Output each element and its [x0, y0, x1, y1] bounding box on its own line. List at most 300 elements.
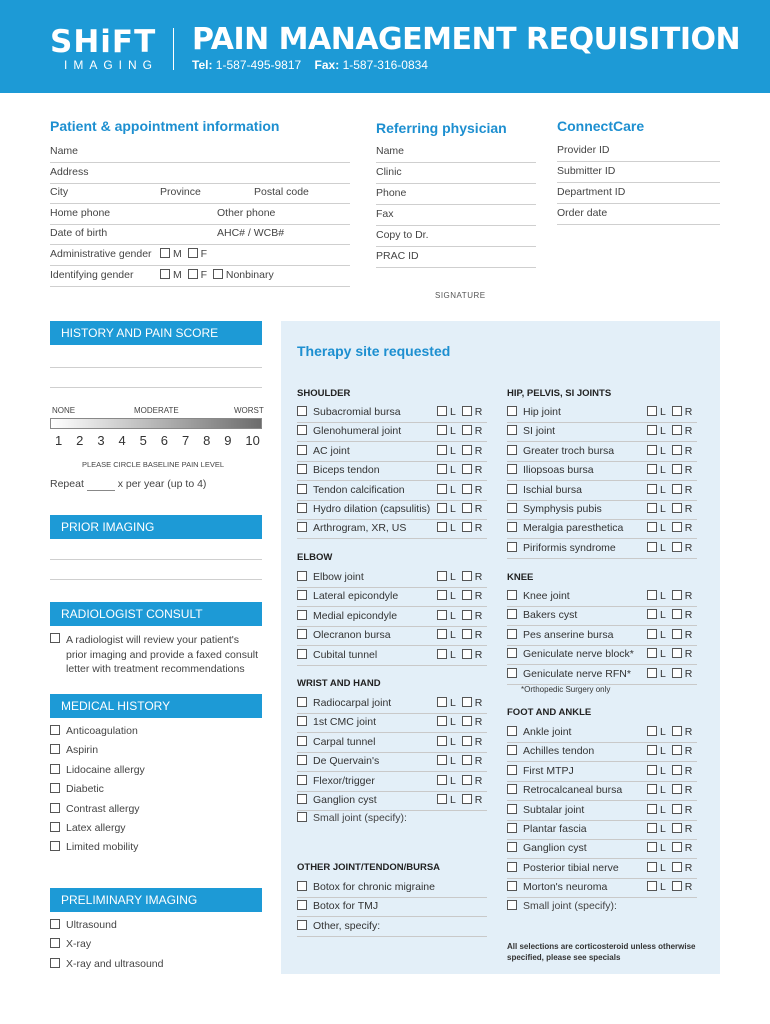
item-label: Elbow joint [313, 571, 364, 583]
physician-field[interactable] [376, 142, 536, 163]
medical-history-checkbox[interactable] [50, 725, 60, 735]
right-checkbox[interactable] [672, 464, 682, 474]
therapy-item[interactable] [507, 540, 697, 559]
pain-score-6[interactable]: 6 [160, 433, 169, 448]
laterality [647, 782, 692, 798]
right-label: R [474, 794, 483, 806]
pain-score-2[interactable]: 2 [76, 433, 84, 448]
id-gender-m-checkbox[interactable] [160, 269, 170, 279]
field-label: Clinic [376, 166, 402, 178]
left-checkbox[interactable] [647, 425, 657, 435]
right-label: R [474, 571, 483, 583]
therapy-item[interactable] [507, 840, 697, 859]
laterality [647, 821, 692, 837]
right-checkbox[interactable] [672, 765, 682, 775]
left-checkbox[interactable] [647, 842, 657, 852]
right-checkbox[interactable] [462, 610, 472, 620]
radiologist-checkbox[interactable] [50, 633, 60, 643]
therapy-checkbox[interactable] [297, 794, 307, 804]
therapy-item[interactable] [507, 520, 697, 539]
field-label: PRAC ID [376, 250, 419, 262]
therapy-item[interactable] [297, 918, 487, 937]
left-checkbox[interactable] [437, 445, 447, 455]
right-checkbox[interactable] [462, 736, 472, 746]
left-checkbox[interactable] [437, 484, 447, 494]
left-checkbox[interactable] [647, 609, 657, 619]
left-checkbox[interactable] [437, 716, 447, 726]
field-label: Identifying gender [50, 269, 134, 281]
option-label: F [200, 269, 208, 281]
physician-field[interactable] [376, 205, 536, 226]
right-checkbox[interactable] [462, 697, 472, 707]
header-banner [0, 0, 770, 93]
right-checkbox[interactable] [462, 649, 472, 659]
therapy-checkbox[interactable] [297, 610, 307, 620]
right-checkbox[interactable] [462, 590, 472, 600]
therapy-item[interactable] [297, 773, 487, 792]
right-checkbox[interactable] [672, 842, 682, 852]
left-checkbox[interactable] [647, 464, 657, 474]
option-label: Limited mobility [66, 841, 139, 854]
therapy-item[interactable] [297, 520, 487, 539]
right-checkbox[interactable] [672, 484, 682, 494]
pain-score-5[interactable]: 5 [139, 433, 147, 448]
preliminary-imaging-checkbox[interactable] [50, 938, 60, 948]
therapy-checkbox[interactable] [297, 464, 307, 474]
left-checkbox[interactable] [647, 804, 657, 814]
therapy-item[interactable] [507, 443, 697, 462]
right-checkbox[interactable] [672, 784, 682, 794]
preliminary-imaging-option[interactable] [50, 958, 163, 970]
left-checkbox[interactable] [437, 610, 447, 620]
medical-history-option[interactable] [50, 822, 126, 834]
medical-history-option[interactable] [50, 725, 138, 737]
small-joint-checkbox[interactable] [297, 812, 307, 822]
medical-history-option[interactable] [50, 783, 104, 795]
right-checkbox[interactable] [672, 629, 682, 639]
right-label: R [474, 648, 483, 661]
left-checkbox[interactable] [437, 775, 447, 785]
preliminary-imaging-option[interactable] [50, 938, 91, 950]
connectcare-field[interactable] [557, 204, 720, 225]
left-checkbox[interactable] [647, 648, 657, 658]
therapy-checkbox[interactable] [297, 775, 307, 785]
therapy-item[interactable] [297, 482, 487, 501]
laterality [437, 695, 482, 711]
group-heading-knee: KNEE [507, 572, 534, 583]
preliminary-imaging-option[interactable] [50, 919, 117, 931]
patient-city-field[interactable] [50, 183, 350, 204]
option-label: F [200, 248, 208, 260]
left-checkbox[interactable] [437, 649, 447, 659]
left-label: L [660, 444, 666, 457]
right-checkbox[interactable] [672, 542, 682, 552]
right-checkbox[interactable] [672, 881, 682, 891]
left-checkbox[interactable] [437, 736, 447, 746]
medical-history-option[interactable] [50, 764, 145, 776]
laterality [647, 646, 692, 662]
laterality [647, 724, 692, 740]
item-label: Ganglion cyst [523, 842, 587, 855]
therapy-checkbox[interactable] [507, 668, 517, 678]
therapy-checkbox[interactable] [507, 629, 517, 639]
therapy-checkbox[interactable] [297, 484, 307, 494]
right-checkbox[interactable] [462, 522, 472, 532]
left-checkbox[interactable] [437, 464, 447, 474]
therapy-checkbox[interactable] [507, 726, 517, 736]
therapy-item[interactable] [297, 462, 487, 481]
therapy-item[interactable] [507, 423, 697, 442]
therapy-item[interactable] [297, 608, 487, 627]
right-checkbox[interactable] [672, 590, 682, 600]
right-checkbox[interactable] [462, 755, 472, 765]
left-checkbox[interactable] [647, 542, 657, 552]
right-checkbox[interactable] [462, 571, 472, 581]
connectcare-field[interactable] [557, 162, 720, 183]
prior-imaging-line[interactable] [50, 579, 262, 580]
therapy-item[interactable] [507, 627, 697, 646]
left-checkbox[interactable] [647, 784, 657, 794]
left-label: L [660, 541, 666, 554]
therapy-checkbox[interactable] [507, 522, 517, 532]
therapy-item[interactable] [507, 482, 697, 501]
left-label: L [660, 842, 666, 855]
scale-worst-label: WORST [234, 406, 264, 415]
therapy-item[interactable] [507, 763, 697, 782]
therapy-item[interactable] [297, 647, 487, 666]
small-joint-option[interactable] [297, 812, 407, 824]
therapy-checkbox[interactable] [507, 648, 517, 658]
therapy-item[interactable] [297, 423, 487, 442]
left-checkbox[interactable] [437, 755, 447, 765]
pain-score-10[interactable]: 10 [245, 433, 260, 448]
signature-label: SIGNATURE [435, 291, 486, 300]
therapy-checkbox[interactable] [507, 464, 517, 474]
laterality [437, 423, 482, 439]
therapy-checkbox[interactable] [297, 629, 307, 639]
therapy-item[interactable] [507, 802, 697, 821]
right-checkbox[interactable] [672, 503, 682, 513]
therapy-item[interactable] [507, 743, 697, 762]
therapy-item[interactable] [507, 501, 697, 520]
medical-history-checkbox[interactable] [50, 783, 60, 793]
small-joint-checkbox[interactable] [507, 900, 517, 910]
therapy-checkbox[interactable] [507, 765, 517, 775]
option-label: Small joint (specify): [523, 900, 617, 912]
right-checkbox[interactable] [462, 716, 472, 726]
therapy-checkbox[interactable] [297, 503, 307, 513]
therapy-checkbox[interactable] [507, 784, 517, 794]
right-label: R [684, 444, 693, 457]
item-label: Posterior tibial nerve [523, 861, 619, 874]
medical-history-option[interactable] [50, 803, 140, 815]
medical-history-checkbox[interactable] [50, 744, 60, 754]
fax-number: 1-587-316-0834 [342, 58, 428, 72]
pain-score-7[interactable]: 7 [181, 433, 190, 448]
therapy-item[interactable] [507, 879, 697, 898]
therapy-checkbox[interactable] [507, 425, 517, 435]
right-checkbox[interactable] [462, 503, 472, 513]
id-gender-f-checkbox[interactable] [188, 269, 198, 279]
laterality [437, 647, 482, 663]
right-checkbox[interactable] [672, 668, 682, 678]
therapy-checkbox[interactable] [507, 445, 517, 455]
medical-history-option[interactable] [50, 744, 98, 756]
right-checkbox[interactable] [672, 648, 682, 658]
therapy-item[interactable] [297, 627, 487, 646]
physician-field[interactable] [376, 226, 536, 247]
right-checkbox[interactable] [672, 726, 682, 736]
connectcare-field[interactable] [557, 183, 720, 204]
right-checkbox[interactable] [672, 862, 682, 872]
therapy-item[interactable] [297, 898, 487, 917]
therapy-checkbox[interactable] [297, 697, 307, 707]
patient-dob-field[interactable] [50, 224, 350, 245]
therapy-checkbox[interactable] [507, 823, 517, 833]
id-gender-nonbinary-checkbox[interactable] [213, 269, 223, 279]
right-checkbox[interactable] [462, 425, 472, 435]
right-label: R [474, 483, 483, 496]
therapy-item[interactable] [297, 404, 487, 423]
left-checkbox[interactable] [437, 425, 447, 435]
history-line[interactable] [50, 387, 262, 388]
therapy-item[interactable] [507, 666, 697, 685]
group-heading-foot: FOOT AND ANKLE [507, 707, 592, 718]
left-checkbox[interactable] [647, 862, 657, 872]
right-checkbox[interactable] [672, 425, 682, 435]
therapy-item[interactable] [507, 724, 697, 743]
medical-history-checkbox[interactable] [50, 803, 60, 813]
left-checkbox[interactable] [437, 571, 447, 581]
preliminary-imaging-checkbox[interactable] [50, 958, 60, 968]
left-checkbox[interactable] [647, 823, 657, 833]
therapy-item[interactable] [507, 462, 697, 481]
gender-options [160, 268, 274, 282]
right-checkbox[interactable] [672, 406, 682, 416]
right-checkbox[interactable] [462, 406, 472, 416]
therapy-checkbox[interactable] [507, 745, 517, 755]
connectcare-field[interactable] [557, 141, 720, 162]
item-label: Hydro dilation (capsulitis) [313, 503, 431, 515]
prior-imaging-line[interactable] [50, 559, 262, 560]
field-label: Address [50, 166, 89, 178]
pain-score-4[interactable]: 4 [118, 433, 126, 448]
physician-field[interactable] [376, 247, 536, 268]
laterality [647, 802, 692, 818]
laterality [437, 792, 482, 808]
item-label: 1st CMC joint [313, 716, 377, 729]
therapy-checkbox[interactable] [297, 736, 307, 746]
option-label: Ultrasound [66, 919, 117, 931]
option-label: Nonbinary [225, 269, 274, 281]
gender-f-checkbox[interactable] [188, 248, 198, 258]
option-label: Anticoagulation [66, 725, 138, 737]
left-label: L [450, 590, 456, 603]
therapy-checkbox[interactable] [507, 484, 517, 494]
therapy-item[interactable] [297, 443, 487, 462]
group-heading-other: OTHER JOINT/TENDON/BURSA [297, 862, 441, 873]
therapy-checkbox[interactable] [297, 649, 307, 659]
physician-field[interactable] [376, 163, 536, 184]
left-label: L [660, 745, 666, 758]
prior-imaging-heading: PRIOR IMAGING [50, 515, 262, 539]
field-label: Phone [376, 187, 407, 199]
left-checkbox[interactable] [647, 668, 657, 678]
scale-none-label: NONE [52, 406, 76, 415]
text-line: prior imaging and provide a faxed consult [66, 648, 259, 661]
laterality [437, 501, 482, 517]
therapy-item[interactable] [297, 753, 487, 772]
left-checkbox[interactable] [437, 629, 447, 639]
therapy-item[interactable] [507, 588, 697, 607]
left-checkbox[interactable] [647, 590, 657, 600]
right-label: R [684, 483, 693, 496]
left-checkbox[interactable] [647, 445, 657, 455]
right-checkbox[interactable] [672, 445, 682, 455]
right-label: R [684, 745, 693, 758]
item-label: Achilles tendon [523, 745, 595, 758]
right-checkbox[interactable] [462, 484, 472, 494]
therapy-checkbox[interactable] [297, 716, 307, 726]
left-label: L [450, 406, 456, 418]
laterality [437, 773, 482, 789]
left-checkbox[interactable] [647, 745, 657, 755]
left-checkbox[interactable] [647, 629, 657, 639]
right-label: R [474, 716, 483, 729]
therapy-checkbox[interactable] [297, 920, 307, 930]
repeat-input[interactable] [87, 478, 115, 491]
left-checkbox[interactable] [647, 726, 657, 736]
therapy-item[interactable] [507, 782, 697, 801]
therapy-item[interactable] [297, 879, 487, 898]
therapy-checkbox[interactable] [297, 425, 307, 435]
right-checkbox[interactable] [462, 775, 472, 785]
right-checkbox[interactable] [462, 445, 472, 455]
right-checkbox[interactable] [672, 804, 682, 814]
therapy-item[interactable] [297, 569, 487, 588]
right-label: R [474, 755, 483, 768]
pain-score-8[interactable]: 8 [203, 433, 211, 448]
medical-history-checkbox[interactable] [50, 764, 60, 774]
therapy-checkbox[interactable] [507, 406, 517, 416]
left-checkbox[interactable] [437, 590, 447, 600]
therapy-item[interactable] [297, 714, 487, 733]
right-checkbox[interactable] [672, 522, 682, 532]
therapy-checkbox[interactable] [297, 445, 307, 455]
therapy-checkbox[interactable] [507, 842, 517, 852]
therapy-checkbox[interactable] [507, 503, 517, 513]
radiologist-consult-option[interactable] [50, 633, 63, 645]
left-label: L [450, 522, 456, 535]
therapy-checkbox[interactable] [297, 522, 307, 532]
patient-address-field[interactable] [50, 163, 350, 184]
pain-score-3[interactable]: 3 [97, 433, 105, 448]
therapy-item[interactable] [297, 588, 487, 607]
laterality [647, 404, 692, 420]
field-label: Name [50, 145, 79, 157]
therapy-checkbox[interactable] [297, 590, 307, 600]
therapy-item[interactable] [507, 821, 697, 840]
physician-field[interactable] [376, 184, 536, 205]
therapy-item[interactable] [297, 734, 487, 753]
item-label: Cubital tunnel [313, 648, 378, 661]
left-checkbox[interactable] [437, 522, 447, 532]
item-label: SI joint [523, 425, 556, 438]
therapy-checkbox[interactable] [507, 804, 517, 814]
left-checkbox[interactable] [437, 794, 447, 804]
therapy-item[interactable] [507, 646, 697, 665]
therapy-checkbox[interactable] [297, 755, 307, 765]
radiologist-heading: RADIOLOGIST CONSULT [50, 602, 262, 626]
medical-history-checkbox[interactable] [50, 841, 60, 851]
therapy-item[interactable] [507, 860, 697, 879]
logo: SHiFT [50, 24, 157, 60]
right-checkbox[interactable] [672, 823, 682, 833]
history-line[interactable] [50, 367, 262, 368]
left-label: L [660, 590, 666, 602]
therapy-item[interactable] [507, 404, 697, 423]
therapy-checkbox[interactable] [507, 590, 517, 600]
right-checkbox[interactable] [672, 745, 682, 755]
preliminary-imaging-checkbox[interactable] [50, 919, 60, 929]
left-checkbox[interactable] [647, 881, 657, 891]
therapy-checkbox[interactable] [297, 900, 307, 910]
small-joint-option[interactable] [507, 900, 617, 912]
therapy-checkbox[interactable] [297, 571, 307, 581]
therapy-item[interactable] [297, 695, 487, 714]
item-label: Flexor/trigger [313, 774, 375, 787]
therapy-checkbox[interactable] [507, 881, 517, 891]
left-checkbox[interactable] [647, 503, 657, 513]
right-label: R [474, 464, 483, 477]
therapy-checkbox[interactable] [507, 609, 517, 619]
left-checkbox[interactable] [437, 503, 447, 513]
therapy-item[interactable] [297, 501, 487, 520]
gender-m-checkbox[interactable] [160, 248, 170, 258]
field-label: Order date [557, 207, 608, 219]
patient-phone-field[interactable] [50, 204, 350, 225]
option-label: Contrast allergy [66, 802, 140, 815]
laterality [437, 569, 482, 585]
right-checkbox[interactable] [462, 794, 472, 804]
left-checkbox[interactable] [647, 522, 657, 532]
therapy-checkbox[interactable] [507, 862, 517, 872]
right-checkbox[interactable] [672, 609, 682, 619]
therapy-checkbox[interactable] [507, 542, 517, 552]
left-checkbox[interactable] [647, 484, 657, 494]
medical-history-option[interactable] [50, 841, 138, 853]
therapy-item[interactable] [297, 792, 487, 811]
text-line: A radiologist will review your patient's [66, 634, 239, 646]
patient-name-field[interactable] [50, 142, 350, 163]
medical-history-checkbox[interactable] [50, 822, 60, 832]
pain-score-9[interactable]: 9 [224, 433, 232, 448]
right-checkbox[interactable] [462, 464, 472, 474]
left-checkbox[interactable] [647, 765, 657, 775]
right-checkbox[interactable] [462, 629, 472, 639]
left-label: L [660, 503, 666, 515]
therapy-checkbox[interactable] [297, 881, 307, 891]
left-checkbox[interactable] [437, 406, 447, 416]
therapy-checkbox[interactable] [297, 406, 307, 416]
left-checkbox[interactable] [437, 697, 447, 707]
right-label: R [684, 726, 693, 738]
laterality [647, 879, 692, 895]
therapy-item[interactable] [507, 607, 697, 626]
pain-score-1[interactable]: 1 [55, 433, 63, 448]
left-checkbox[interactable] [647, 406, 657, 416]
group-heading-wrist: WRIST AND HAND [297, 678, 381, 689]
